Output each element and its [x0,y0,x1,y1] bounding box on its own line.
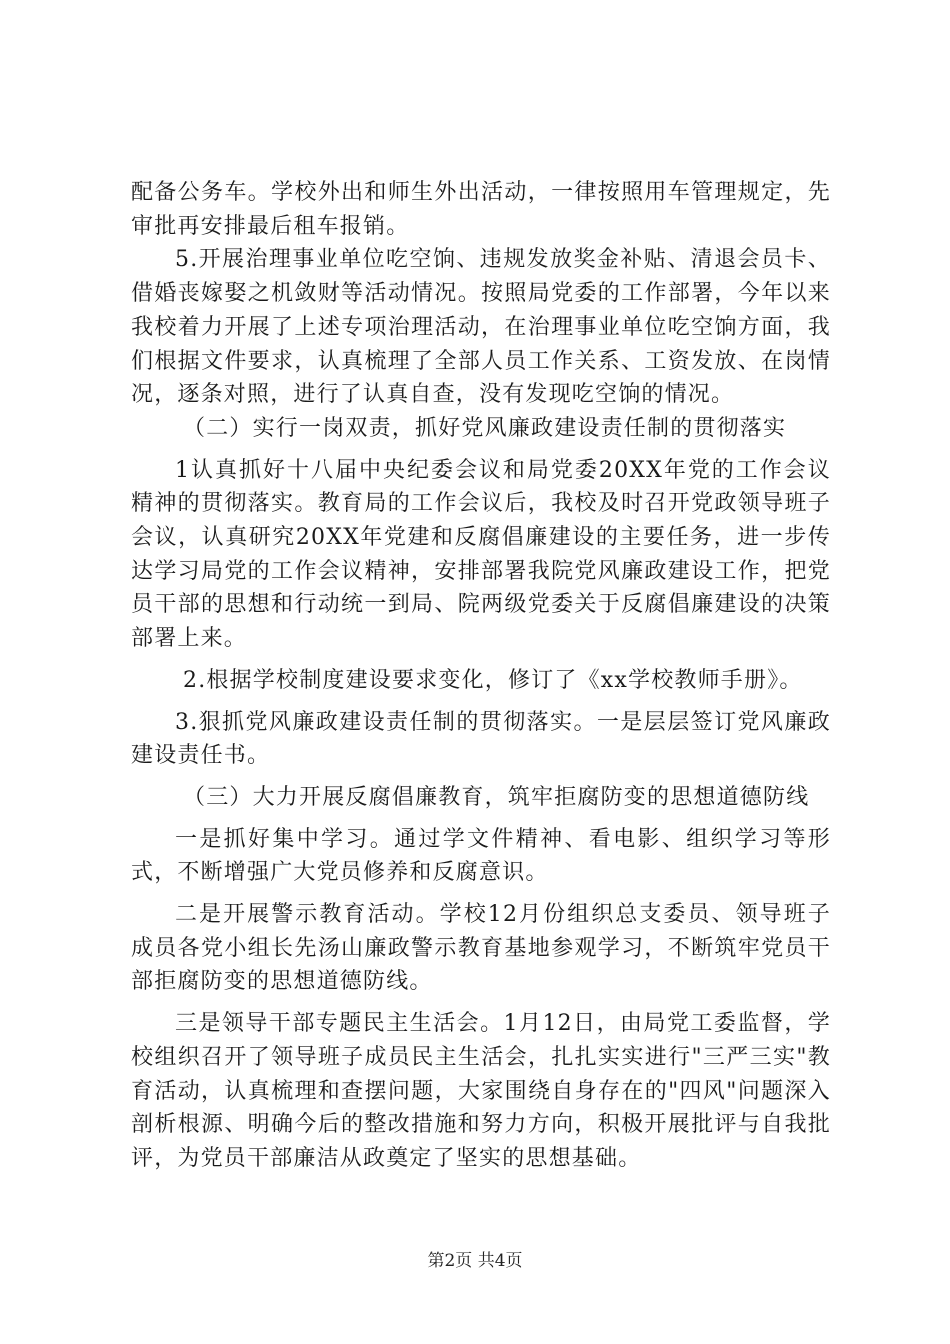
document-body [131,176,831,1176]
section-heading-2: （二）实行一岗双责，抓好党风廉政建设责任制的贯彻落实 [183,415,787,441]
paragraph-continuation: 配备公务车。学校外出和师生外出活动，一律按照用车管理规定，先审批再安排最后租车报销。 [131,180,831,239]
paragraph-study: 一是抓好集中学习。通过学文件精神、看电影、组织学习等形式，不断增强广大党员修养和反腐意识。 [131,826,831,886]
page-number-footer: 第2页 共4页 [427,1251,523,1271]
paragraph-warning-education: 二是开展警示教育活动。学校12月份组织总支委员、领导班子成员各党小组长先汤山廉政警示教育基地参观学习，不断筑牢党员干部拒腐防变的思想道德防线。 [131,902,831,995]
section-heading-3: （三）大力开展反腐倡廉教育，筑牢拒腐防变的思想道德防线 [183,784,810,810]
paragraph-item-1: 1认真抓好十八届中央纪委会议和局党委20XX年党的工作会议精神的贯彻落实。教育局的工作会议后，我校及时召开党政领导班子会议，认真研究20XX年党建和反腐倡廉建设的主要任务，进一步传达学习局党的工作会议精神，安排部署我院党风廉政建设工作，把党员干部的思想和行动统一到局、院两级党委关于反腐倡廉建设的决策部署上来。 [131,457,831,652]
paragraph-democratic-life: 三是领导干部专题民主生活会。1月12日，由局党工委监督，学校组织召开了领导班子成员民主生活会，扎扎实实进行"三严三实"教育活动，认真梳理和查摆问题，大家围绕自身存在的"四风"问题深入剖析根源、明确今后的整改措施和努力方向，积极开展批评与自我批评，为党员干部廉洁从政奠定了坚实的思想基础。 [131,1011,831,1171]
paragraph-item-5: 5.开展治理事业单位吃空饷、违规发放奖金补贴、清退会员卡、借婚丧嫁娶之机敛财等活动情况。按照局党委的工作部署，今年以来我校着力开展了上述专项治理活动，在治理事业单位吃空饷方面，我们根据文件要求，认真梳理了全部人员工作关系、工资发放、在岗情况，逐条对照，进行了认真自查，没有发现吃空饷的情况。 [131,247,831,408]
paragraph-item-2: 2.根据学校制度建设要求变化，修订了《xx学校教师手册》。 [183,667,803,693]
paragraph-item-3: 3.狠抓党风廉政建设责任制的贯彻落实。一是层层签订党风廉政建设责任书。 [131,709,831,769]
